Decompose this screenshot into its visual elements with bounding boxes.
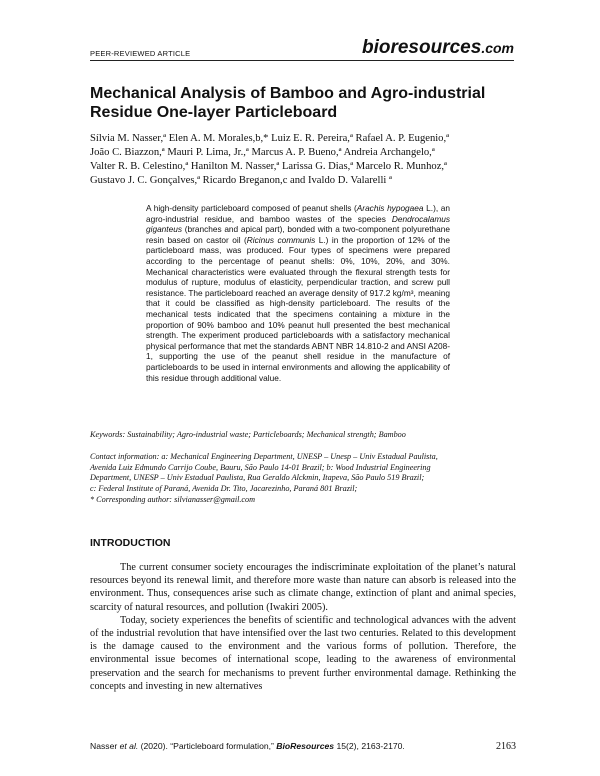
author-line: Valter R. B. Celestino,ª Hanilton M. Nasser,ª Larissa G. Dias,ª Marcelo R. Munhoz,ª [90, 161, 447, 172]
citation-title: (2020). “Particleboard formulation,” [138, 741, 277, 751]
journal-domain-suffix: .com [481, 40, 514, 56]
introduction-body [90, 561, 516, 693]
contact-information [90, 452, 520, 506]
contact-line: Contact information: a: Mechanical Engineering Department, UNESP – Unesp – Univ Estadual Paulista, [90, 452, 438, 461]
contact-line: c: Federal Institute of Paraná, Avenida Dr. Tito, Jacarezinho, Paraná 801 Brazil; [90, 484, 358, 494]
abstract-text: A high-density particleboard composed of peanut shells ( [146, 203, 357, 213]
citation-authors: Nasser [90, 741, 120, 751]
contact-line: Department, UNESP – Univ Estadual Paulista, Rua Geraldo Alckmin, Itapeva, São Paulo 519 Brazil; [90, 473, 425, 483]
author-list [90, 132, 520, 188]
journal-logo [362, 37, 514, 59]
paragraph: The current consumer society encourages the indiscriminate exploitation of the planet’s natural resources beyond its renewal limit, and therefore more waste than nature can absorb is released into the environment. Thus, consequences arise such as climate change, extinction of plant and animal species, scarcity of natural resources, and pollution (Iwakiri 2005). [90, 562, 516, 613]
author-line: Gustavo J. C. Gonçalves,ª Ricardo Breganon,c and Ivaldo D. Valarelli ª [90, 175, 392, 186]
citation-volume-pages: 15(2), 2163-2170. [334, 741, 405, 751]
species-name: Dendrocalamus giganteus [146, 213, 450, 235]
section-heading-introduction: INTRODUCTION [90, 537, 171, 549]
species-name: Arachis hypogaea [356, 203, 424, 213]
species-name: Ricinus communis [246, 234, 316, 245]
journal-brand: bioresources [361, 37, 482, 58]
corresponding-author: * Corresponding author: silvianasser@gmail.com [90, 494, 256, 504]
citation-et-al: et al. [119, 741, 139, 751]
abstract [146, 203, 450, 383]
keywords: Keywords: Sustainability; Agro-industrial waste; Particleboards; Mechanical strength; Bamboo [90, 430, 406, 439]
citation [90, 741, 405, 751]
contact-line: Avenida Luiz Edmundo Carrijo Coube, Bauru, São Paulo 14-01 Brazil; b: Wood Industrial Engineering [90, 462, 431, 472]
running-footer [90, 741, 516, 755]
abstract-text: (branches and apical part), bonded with a two-component polyurethane resin based on castor oil ( [146, 224, 450, 245]
citation-journal: BioResources [276, 741, 335, 751]
paragraph: Today, society experiences the benefits of scientific and technological advances with the advent of the industrial revolution that have intensified over the last two centuries. Related to this development is the damage caused to the environment and the various forms of pollution. Therefore, the environmental issue becomes of international scope, leading to the awareness of environmental preservation and the search for mechanisms to prevent further environmental damage. Rethinking the concepts and investing in new alternatives [90, 614, 516, 692]
running-header [90, 34, 514, 61]
article-type-label: PEER-REVIEWED ARTICLE [90, 49, 191, 58]
article-title: Mechanical Analysis of Bamboo and Agro-industrial Residue One-layer Particleboard [90, 85, 486, 121]
abstract-text: L.), an agro-industrial residue, and bamboo wastes of the species [146, 203, 450, 224]
page-number: 2163 [496, 741, 516, 752]
author-line: Sílvia M. Nasser,ª Elen A. M. Morales,b,* Luiz E. R. Pereira,ª Rafael A. P. Eugenio,ª [90, 133, 450, 144]
abstract-text: L.) in the proportion of 12% of the particleboard mass, was produced. Four types of specimens were prepared according to the percentage of peanut shells: 0%, 10%, 20%, and 30%. Mechanical characteristics were evaluated through the flexural strength tests for modulus of rupture, modulus of elasticity, perpendicular traction, and screw pull resistance. The particleboard reached an average density of 917.2 kg/m³, meaning that it could be classified as high-density particleboard. The results of the mechanical tests indicated that the specimens containing a mixture in the proportion of 90% bamboo and 10% peanut hull presented the best mechanical strength. The experiment produced particleboards with a satisfactory mechanical physical performance that met the standards ABNT NBR 14.810-2 and ANSI A208-1, supporting the use of the peanut shell residue in the manufacture of particleboards to be used in internal environments and allowing the applicability of this residue through additional value. [146, 234, 450, 383]
author-line: João C. Biazzon,ª Mauri P. Lima, Jr.,ª Marcus A. P. Bueno,ª Andreia Archangelo,ª [90, 147, 435, 158]
